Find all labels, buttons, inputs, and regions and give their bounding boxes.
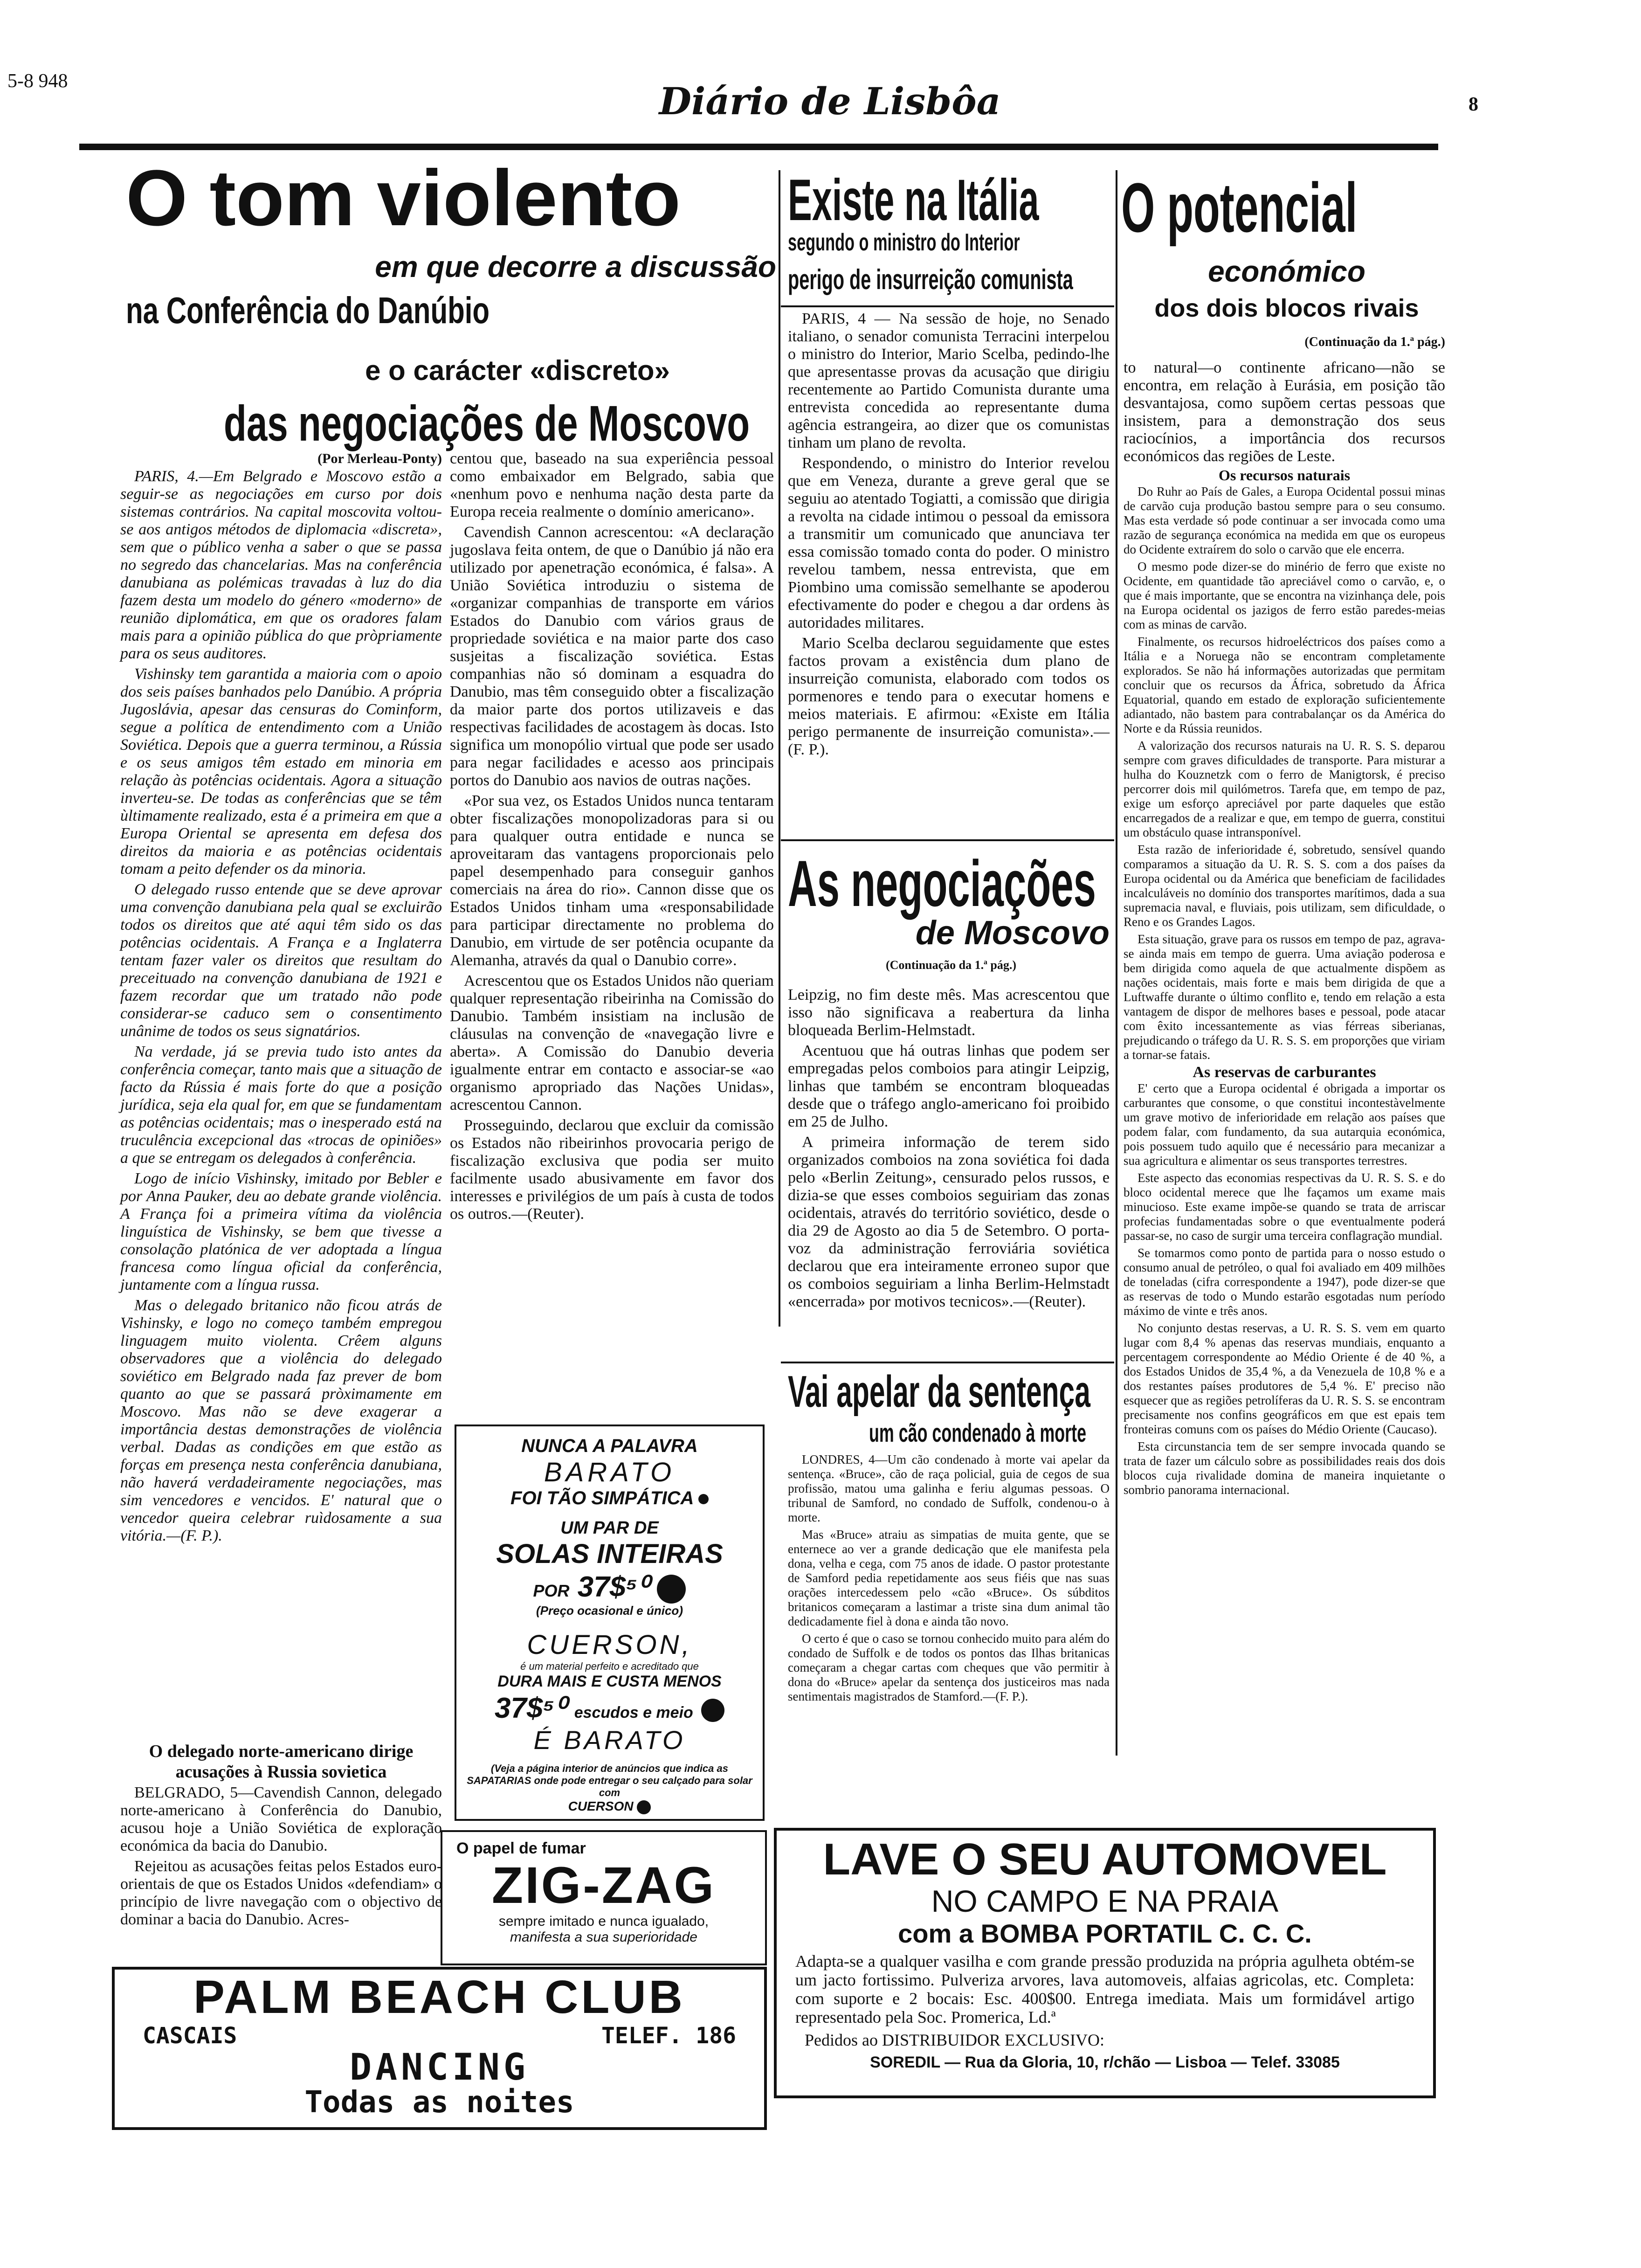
ad-body: Adapta-se a qualquer vasilha e com grande pressão produzida na própria agulheta obtém-se um jacto fortissimo. Pulveriza arvores, lava automoveis, alfaias agricolas, etc. Completa: com suporte e 2 bocais: Esc. 400$00. Entrega imediata. Mais um formidável artigo representado pela Soc. Promerica, Ld.ª — [795, 1952, 1414, 2026]
paragraph: BELGRADO, 5—Cavendish Cannon, delegado norte-americano à Conferência do Danubio, acusou hoje a União Soviética de exploração económica da bacia do Danubio. — [120, 1784, 442, 1854]
paragraph: O mesmo pode dizer-se do minério de ferro que existe no Ocidente, em quantidade tão apreciável como o carvão, e, o que é mais importante, que se encontra na vizinhança dele, pois na Europa ocidental os jazigos de ferro estão paredes-meias com as minas de carvão. — [1124, 560, 1445, 631]
delegado-headline: O delegado norte-americano dirige acusações à Russia sovietica — [149, 1742, 414, 1782]
bullet-icon — [637, 1800, 651, 1814]
italia-headline: Existe na Itália — [788, 168, 1039, 233]
ad-cuerson — [455, 1424, 765, 1821]
paragraph: A valorização dos recursos naturais na U. R. S. S. deparou sempre com graves dificuldades de transporte. Para misturar a hulha do Kouznetzk com o ferro de Manigtorsk, é preciso percorrer dois mil quilómetros. Tarefa que, em tempo de paz, exige um esforço apreciável por parte daqueles que estão encarregados de a realizar e que, em tempo de guerra, constitui um obstáculo quase intransponível. — [1124, 739, 1445, 839]
ad-line: (Preço ocasional e único) — [536, 1604, 683, 1618]
paragraph: PARIS, 4 — Na sessão de hoje, no Senado italiano, o senador comunista Terracini interpelou o ministro do Interior, Mario Scelba, pedindo-lhe que apresentasse provas da acusação que dirigiu recentemente ao Partido Comunista durante uma entrevista concedida ao representante duma agência estrangeira, ao dizer que os comunistas tinham um plano de revolta. — [788, 310, 1110, 451]
paragraph: Finalmente, os recursos hidroeléctricos dos países como a Itália e a Noruega não se encontram completamente explorados. Se não há informações autorizadas que permitam concluir que os recursos da África, sobretudo da África Equatorial, quando em estado de exploração suficientemente adiantado, não bastem para contrabalançar os da América do Norte e da Rússia reunidos. — [1124, 635, 1445, 735]
masthead-rule — [79, 144, 1438, 150]
ad-automovel — [774, 1828, 1436, 2098]
section-heading: As reservas de carburantes — [1193, 1064, 1376, 1081]
potencial-article-body — [1124, 359, 1445, 1823]
paragraph: Se tomarmos como ponto de partida para o nosso estudo o consumo anual de petróleo, o qual foi avaliado em 409 milhões de toneladas (cifra correspondente a 1947), pode dizer-se que as reservas de todo o Mundo estarão esgotadas num período máximo de vinte e três anos. — [1124, 1246, 1445, 1318]
ad-line: DANCING — [350, 2047, 529, 2088]
main-deck-4: das negociações de Moscovo — [224, 395, 750, 451]
ad-zigzag — [441, 1830, 767, 1965]
ad-line: (Veja a página interior de anúncios que indica as SAPATARIAS onde pode entregar o seu calçado para solar com — [467, 1763, 752, 1798]
delegado-article — [120, 1739, 442, 1982]
ad-line: Todas as noites — [304, 2085, 574, 2120]
ad-line: DURA MAIS E CUSTA MENOS — [497, 1673, 722, 1690]
sentenca-headline-2: um cão condenado à morte — [869, 1418, 1086, 1447]
main-headline: O tom violento — [126, 154, 681, 242]
bullet-icon — [698, 1494, 709, 1504]
potencial-subhead-2: dos dois blocos rivais — [1154, 294, 1419, 322]
paragraph: Mas «Bruce» atraiu as simpatias de muita gente, que se enternece ao ver a grande dedicação que ele manifesta pela dona, velha e cega, com 75 anos de idade. O pastor protestante de Samford pedia repetidamente aos seus fiéis que nas suas orações intercedessem pelo «cão «Bruce». Os súbditos britanicos começaram a lastimar a triste sina dum animal tão dedicadamente fiel à dona e ainda tão novo. — [788, 1528, 1110, 1628]
negociacoes-headline-1: As negociações — [788, 847, 1096, 920]
section-divider — [781, 305, 1114, 307]
page-number: 8 — [1469, 94, 1478, 115]
italia-article-body — [788, 310, 1110, 832]
ad-line: BARATO — [544, 1457, 676, 1487]
continuation-note: (Continuação da 1.ª pág.) — [1304, 335, 1445, 349]
section-heading: Os recursos naturais — [1218, 467, 1351, 484]
main-article-column-2 — [450, 450, 774, 1420]
main-deck-2: na Conferência do Danúbio — [126, 290, 490, 331]
ad-line: PALM BEACH CLUB — [193, 1971, 685, 2023]
paragraph: Mario Scelba declarou seguidamente que estes factos provam a existência dum plano de insurreição comunista, elaborado com todos os pormenores e tendo para o executar homens e meios materiais. E afirmou: «Existe em Itália perigo permanente de insurreição comunista».—(F. P.). — [788, 635, 1110, 758]
paragraph: LONDRES, 4—Um cão condenado à morte vai apelar da sentença. «Bruce», cão de raça policial, guia de cegos de sua profissão, matou uma galinha e feriu algumas pessoas. O tribunal de Samford, no condado de Suffolk, condenou-o à morte. — [788, 1452, 1110, 1524]
ad-line: é um material perfeito e acreditado que — [520, 1660, 699, 1672]
ad-palm-beach — [112, 1967, 767, 2130]
paragraph: Acentuou que há outras linhas que podem ser empregadas pelos comboios para atingir Leipzig, linhas que também se encontram bloqueadas desde que o tráfego anglo-americano foi proibido em 25 de Julho. — [788, 1042, 1110, 1130]
bullet-icon — [701, 1699, 724, 1722]
paragraph: O delegado russo entende que se deve aprovar uma convenção danubiana pela qual se excluirão todos os direitos que até aqui têm sido os das potências ocidentais. A França e a Inglaterra tentam fazer valer os direitos que resultam do preceituado na convenção danubiana de 1921 e fazem recordar que um tratado não pode considerar-se caduco sem o consentimento unânime de todos os seus signatários. — [120, 881, 442, 1040]
main-deck-1: em que decorre a discussão — [375, 250, 776, 284]
paragraph: O certo é que o caso se tornou conhecido muito para além do condado de Suffolk e de todos os pontos das Ilhas britanicas começaram a chegar cartas com cheques que vão permitir à dona do «Bruce» apelar da sentença dos justiceiros mas nada sentimentais magistrados de Stamford.—(F. P.). — [788, 1632, 1110, 1703]
ad-line: O papel de fumar — [456, 1839, 586, 1857]
bullet-icon — [657, 1575, 686, 1604]
paragraph: Na verdade, já se previa tudo isto antes da conferência começar, tanto mais que a situação de facto da Rússia é mais forte do que a posição jurídica, seja ela qual for, em que se fundamentam as potências ocidentais; mas o inesperado está na truculência excepcional das «trocas de opiniões» a que se entregam os delegados à conferência. — [120, 1043, 442, 1167]
ad-line: sempre imitado e nunca igualado, — [498, 1914, 709, 1929]
ad-line: NO CAMPO E NA PRAIA — [931, 1884, 1279, 1918]
ad-line: UM PAR DE — [560, 1518, 659, 1538]
ad-line — [456, 1799, 763, 1814]
ad-text: CUERSON — [568, 1799, 634, 1813]
paragraph: A primeira informação de terem sido organizados comboios na zona soviética foi dada pelo «Berlin Zeitung», censurado pelos russos, e dizia-se que esses comboios seguiriam das zonas ocidentais, através do território soviético, desde o dia 29 de Agosto ao dia 5 de Setembro. O porta-voz da administração ferroviária soviética declarou que era inteiramente erroneo supor que os comboios seguiriam a linha Berlim-Helmstadt «encerrada» por motivos tecnicos».—(Reuter). — [788, 1134, 1110, 1310]
paragraph: Esta situação, grave para os russos em tempo de paz, agrava-se ainda mais em tempo de guerra. Uma aviação poderosa e bem dirigida como aquela de que actualmente dispõem as nações ocidentais, mais forte e mais bem dirigida de que a Luftwaffe durante o último conflito e, tendo em relação a esta vantagem de dispor de melhores bases e pessoal, pode atacar com êxito incessantemente as vias férreas siberianas, prejudicando o tráfego da U. R. S. S. em proporções que viriam a tornar-se fatais. — [1124, 932, 1445, 1062]
section-divider — [781, 1362, 1114, 1363]
paragraph: PARIS, 4.—Em Belgrado e Moscovo estão a seguir-se as negociações em curso por dois sistemas contrários. Na capital moscovita voltou-se aos antigos métodos de diplomacia «discreta», sem que o público venha a saber o que se passa no segredo das chancelarias. Mas na conferência danubiana as polémicas travadas à luz do dia fazem desta um modelo do género «moderno» de reunião diplomática, em que os oradores falam mais para a opinião pública do que pròpriamente para os seus auditores. — [120, 468, 442, 662]
ad-text: CASCAIS — [143, 2023, 237, 2049]
column-divider — [779, 170, 780, 1327]
newspaper-title: Diário de Lisbôa — [659, 79, 1001, 123]
ad-line: SOREDIL — Rua da Gloria, 10, r/chão — Lisboa — Telef. 33085 — [870, 2054, 1340, 2071]
main-deck-3: e o carácter «discreto» — [365, 355, 670, 386]
paragraph: centou que, baseado na sua experiência pessoal como embaixador em Belgrado, sabia que «nenhum povo e nenhuma nação desta parte da Europa receia realmente o domínio americano». — [450, 450, 774, 520]
ad-line: ZIG-ZAG — [491, 1857, 716, 1914]
ad-line: LAVE O SEU AUTOMOVEL — [823, 1834, 1387, 1884]
paragraph: E' certo que a Europa ocidental é obrigada a importar os carburantes que consome, o que constitui incontestàvelmente um grave motivo de inferioridade em relação aos países que podem falar, com fundamento, da sua autarquia económica, pois possuem tudo aquilo que é necessário para mecanizar a sua agricultura e alimentar os seus transportes terrestres. — [1124, 1081, 1445, 1168]
ad-text: TELEF. 186 — [601, 2023, 736, 2049]
ad-line: Pedidos ao DISTRIBUIDOR EXCLUSIVO: — [805, 2031, 1104, 2049]
ad-price: 37$⁵⁰ — [577, 1571, 649, 1603]
potencial-headline: O potencial — [1121, 168, 1358, 247]
negociacoes-headline-2: de Moscovo — [915, 914, 1110, 952]
sentenca-headline-1: Vai apelar da sentença — [788, 1367, 1090, 1417]
paragraph: Leipzig, no fim deste mês. Mas acrescentou que isso não significava a reabertura da linha bloqueada Berlim-Helmstadt. — [788, 986, 1110, 1039]
continuation-note: (Continuação da 1.ª pág.) — [885, 958, 1017, 972]
italia-subhead-2: perigo de insurreição comunista — [788, 264, 1073, 295]
paragraph: «Por sua vez, os Estados Unidos nunca tentaram obter fiscalizações monopolizadoras para si ou para qualquer outra entidade e nunca se aproveitaram das vantagens proporcionais pelo papel desempenhado para conseguir ganhos comerciais na área do rio». Cannon disse que os Estados Unidos tinham uma «responsabilidade para participar directamente no problema do Danubio, em virtude de ser potência ocupante da Alemanha, através da qual o Danubio corre». — [450, 792, 774, 969]
ad-line — [456, 1691, 763, 1725]
italia-subhead-1: segundo o ministro do Interior — [788, 229, 1020, 256]
paragraph: Cavendish Cannon acrescentou: «A declaração jugoslava feita ontem, de que o Danúbio já não era utilizado por apenetração económica, é falsa». A União Soviética introduziu o sistema de «organizar companhias de transporte em vários Estados do Danubio com vários graus de propriedade soviética e na maior parte dos caso susjeitas a fiscalização soviética. Estas companhias não só dominam a esquadra do Danubio, mas têm conseguido obter a fiscalização da maior parte dos portos utilizaveis e das respectivas facilidades de acostagem às docas. Isto significa um monopólio virtual que pode ser usado para negar facilidades e acesso aos principais portos do Danubio aos navios de outras nações. — [450, 524, 774, 789]
paragraph: to natural—o continente africano—não se encontra, em relação à Eurásia, em posição tão desvantajosa, como supõem certas pessoas que insistem, para a demonstração dos seus raciocínios, a importância dos recursos económicos das regiões de Leste. — [1124, 359, 1445, 465]
ad-line — [115, 2023, 764, 2049]
byline: (Por Merleau-Ponty) — [317, 451, 442, 466]
section-divider — [781, 839, 1114, 841]
paragraph: Mas o delegado britanico não ficou atrás de Vishinsky, e logo no começo também empregou linguagem muito violenta. Crêem alguns observadores que a violência do delegado soviético em Belgrado nada faz prever de bom quanto ao que se passará pròximamente em Moscovo. Mas não se deve exagerar a importância destas demonstrações de violência verbal. Dadas as condições em que estão as forças em presença nesta conferência danubiana, não haverá verdadeiramente negociações, mas sim vencedores e vencidos. E' natural que o vencedor queira celebrar ruìdosamente a sua vitória.—(F. P.). — [120, 1297, 442, 1544]
ad-line: NUNCA A PALAVRA — [521, 1436, 698, 1456]
paragraph: Do Ruhr ao País de Gales, a Europa Ocidental possui minas de carvão cuja produção bastou sempre para o seu consumo. Mas esta verdade só pode continuar a ser invocada como uma razão de segurança económica na medida em que os europeus do Ocidente extraírem do solo o carvão que ele encerra. — [1124, 484, 1445, 556]
paragraph: Esta razão de inferioridade é, sobretudo, sensível quando comparamos a situação da U. R. S. S. com a dos países da Europa ocidental ou da América que beneficiam de facilidades incalculáveis no domínio dos transportes marítimos, dada a sua supremacia naval, e fluviais, pois utilizam, sem dificuldade, o Reno e os Grandes Lagos. — [1124, 843, 1445, 929]
ad-line: SOLAS INTEIRAS — [496, 1539, 723, 1569]
ad-text: POR — [533, 1581, 570, 1600]
paragraph: Este aspecto das economias respectivas da U. R. S. S. e do bloco ocidental merece que lhe façamos um exame mais minucioso. Este exame impõe-se quando se trata de arriscar profecias fundamentadas sobre o que eventualmente poderá passar-se, no caso de surgir uma terceira conflagração mundial. — [1124, 1171, 1445, 1243]
ad-line: manifesta a sua superioridade — [510, 1929, 697, 1945]
ad-line: com a BOMBA PORTATIL C. C. C. — [898, 1919, 1312, 1948]
sentenca-article-body — [788, 1452, 1110, 1812]
ad-price: 37$⁵⁰ — [494, 1692, 566, 1724]
paragraph: Vishinsky tem garantida a maioria com o apoio dos seis países banhados pelo Danúbio. A própria Jugoslávia, apesar das censuras do Cominform, segue a política de entendimento com a União Soviética. Depois que a guerra terminou, a Rússia e os seus amigos têm estado em minoria em relação às potências ocidentais. Agora a situação inverteu-se. De todas as conferências que se têm ùltimamente realizado, esta é a primeira em que a Europa Oriental se apresenta em defesa dos direitos da maioria e as potências ocidentais tomam a peito defender os da minoria. — [120, 665, 442, 878]
ad-line — [456, 1570, 763, 1604]
ad-line: CUERSON, — [527, 1630, 692, 1660]
paragraph: Acrescentou que os Estados Unidos não queriam qualquer representação ribeirinha na Comissão do Danubio. Também insistiam na inclusão de cláusulas na convenção de «navegação livre e aberta». A Comissão do Danubio deveria igualmente entrar em contacto e associar-se «ao organismo apropriado das Nações Unidas», acrescentou Cannon. — [450, 972, 774, 1113]
paragraph: Rejeitou as acusações feitas pelos Estados euro-orientais de que os Estados Unidos «defendiam» o princípio de livre navegação com o objectivo de dominar a bacia do Danubio. Acres- — [120, 1858, 442, 1928]
column-divider — [1116, 170, 1117, 1756]
paragraph: Logo de início Vishinsky, imitado por Bebler e por Anna Pauker, deu ao debate grande violência. A França foi a primeira vítima da violência linguística de Vishinsky, se bem que tivesse a consolação platónica de ver adoptada a língua francesa como língua oficial da conferência, juntamente com a língua russa. — [120, 1170, 442, 1293]
ad-text: escudos e meio — [574, 1704, 693, 1722]
main-article-column-1 — [120, 450, 442, 1544]
ad-line — [456, 1488, 763, 1509]
paragraph: No conjunto destas reservas, a U. R. S. S. vem em quarto lugar com 8,4 % apenas das reservas mundiais, enquanto a percentagem correspondente ao Médio Oriente é de 40 %, a dos Estados Unidos de 35,4 %, a da Venezuela de 10,8 % e a dos restantes países produtores de 5,4 %. E' preciso não esquecer que as regiões petrolíferas da U. R. S. S. se encontram precisamente nos confins geográficos em que est epais tem fronteiras comuns com os países do Médio Oriente (Caucaso). — [1124, 1321, 1445, 1436]
paragraph: Prosseguindo, declarou que excluir da comissão os Estados não ribeirinhos provocaria perigo de fiscalização exclusiva que podia ser muito facilmente usado abusivamente em favor dos interesses e privilégios de um país à custa de todos os outros.—(Reuter). — [450, 1117, 774, 1223]
paragraph: Respondendo, o ministro do Interior revelou que em Veneza, durante a greve geral que se seguiu ao atentado Togiatti, a comissão que dirigia a revolta na cidade intimou o pessoal da emissora a transmitir um comunicado que anunciava ter essa comissão tomado conta do poder. O ministro revelou tambem, nessa entrevista, que em Piombino uma comissão semelhante se apoderou efectivamente do poder e chegou a dar ordens às autoridades militares. — [788, 455, 1110, 631]
issue-date: 5-8 948 — [7, 70, 68, 92]
ad-text: FOI TÃO SIMPÁTICA — [510, 1488, 693, 1508]
negociacoes-article-body — [788, 986, 1110, 1355]
paragraph: Esta circunstancia tem de ser sempre invocada quando se trata de fazer um cálculo sobre as possibilidades reais dos dois blocos cuja rivalidade domina de maneira inquietante o sombrio panorama internacional. — [1124, 1439, 1445, 1497]
potencial-subhead-1: económico — [1208, 255, 1365, 288]
ad-line: É BARATO — [533, 1725, 686, 1755]
